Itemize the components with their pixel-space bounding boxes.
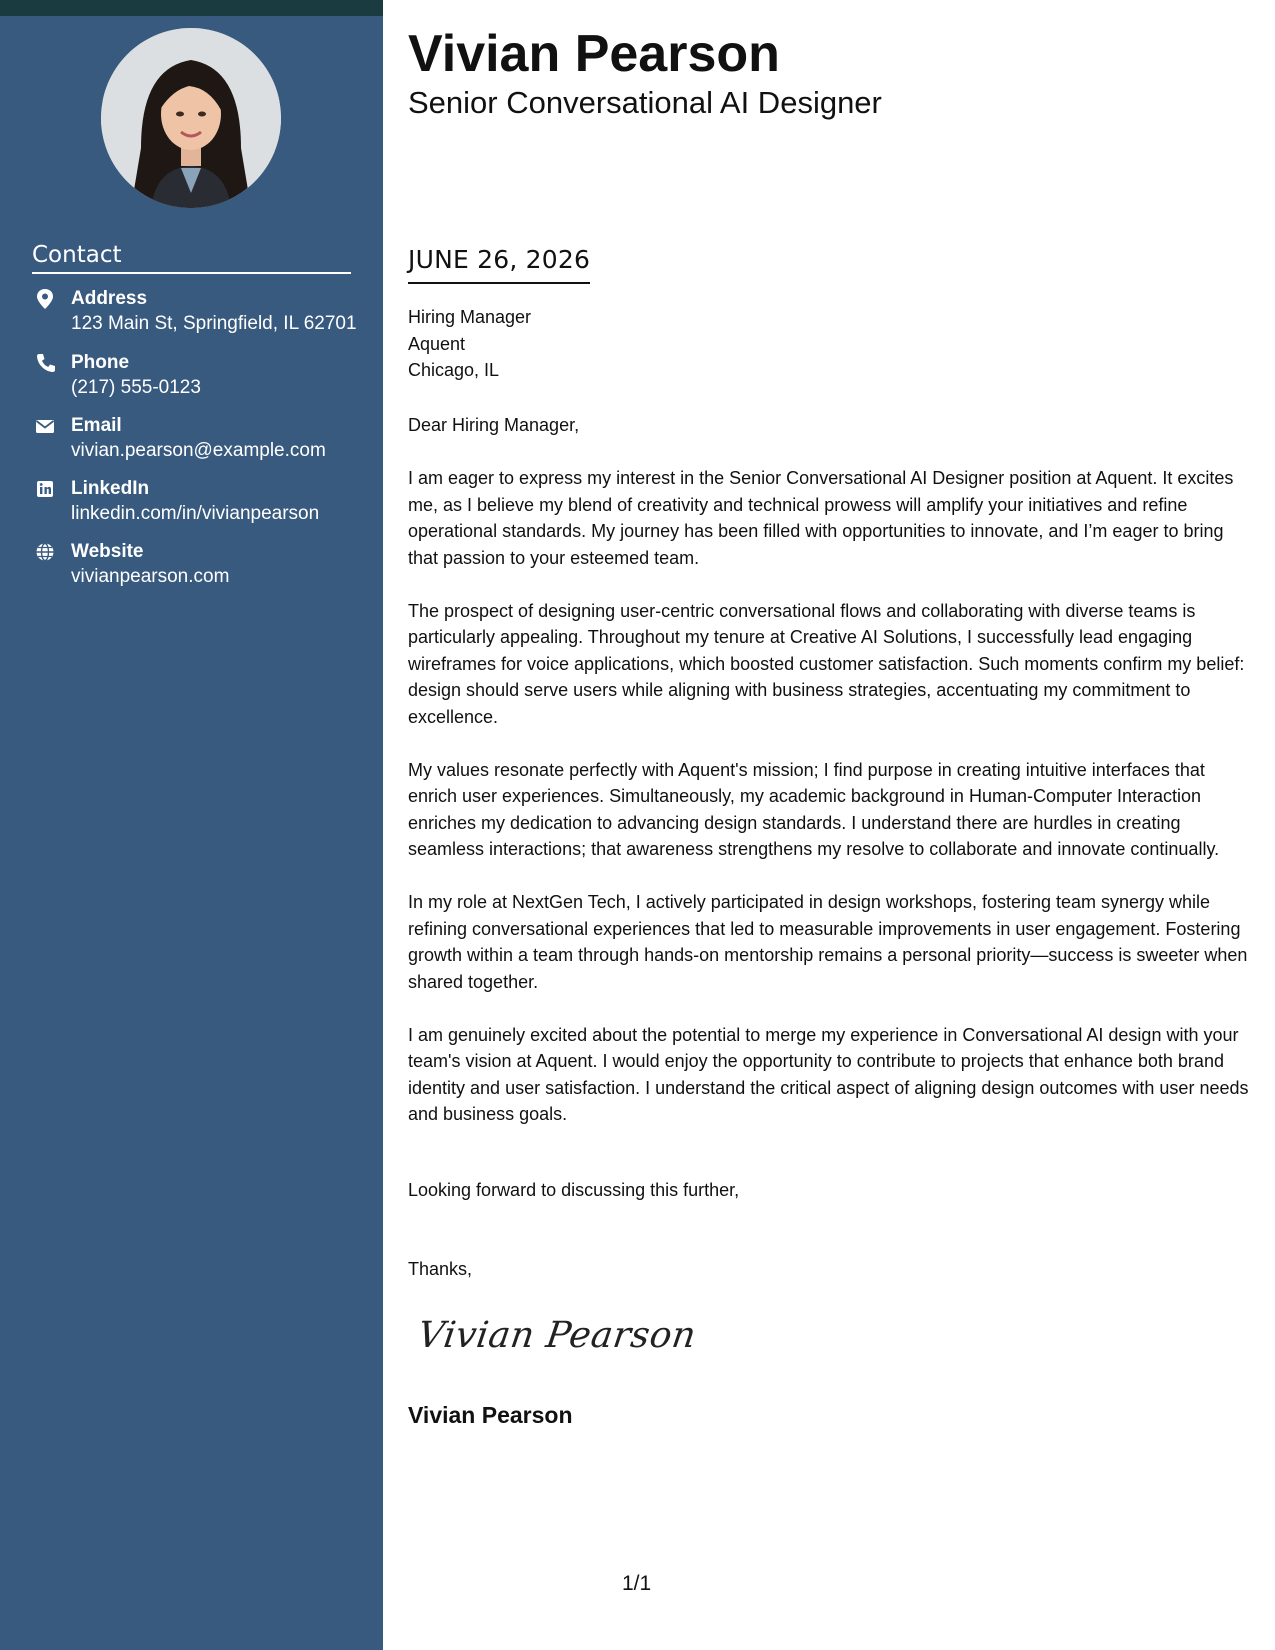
body-paragraph: The prospect of designing user-centric conversational flows and collaborating with diverse teams is particularly appealing. Throughout my tenure at Creative AI Solutions, I successfully lead engaging wireframes for voice applications, which boosted customer satisfaction. Such moments confirm my belief: design should serve users while aligning with business strategies, accentuating my commitment to excellence. — [408, 600, 1245, 727]
contact-email-value: vivian.pearson@example.com — [71, 440, 326, 461]
recipient-line: Chicago, IL — [408, 360, 500, 380]
contact-address-label: Address — [71, 288, 148, 309]
recipient-block — [408, 304, 531, 384]
phone-icon — [35, 352, 55, 374]
recipient-line: Aquent — [408, 333, 466, 354]
body-paragraph: I am eager to express my interest in the Senior Conversational AI Designer position at Aquent. It excites me, as I believe my blend of creativity and technical prowess will amplify your initiatives and refine operational standards. My journey has been filled with opportunities to innovate, and I’m eager to bring that passion to your esteemed team. — [408, 468, 1234, 568]
linkedin-icon — [35, 478, 55, 500]
globe-icon — [35, 541, 55, 563]
greeting: Dear Hiring Manager, — [408, 415, 580, 435]
body-paragraph: My values resonate perfectly with Aquent's mission; I find purpose in creating intuitive interfaces that enrich user experiences. Simultaneously, my academic background in Human-Computer Interaction enriches my dedication to advancing design standards. I understand there are hurdles in creating seamless interactions; that awareness strengthens my resolve to collaborate and innovate continually. — [408, 759, 1220, 859]
recipient-line: Hiring Manager — [408, 307, 532, 327]
sidebar-top-bar — [0, 0, 383, 16]
contact-linkedin-value[interactable]: linkedin.com/in/vivianpearson — [71, 503, 320, 524]
applicant-role: Senior Conversational AI Designer — [408, 85, 882, 120]
contact-address-value: 123 Main St, Springfield, IL 62701 — [71, 313, 357, 334]
page-number: 1/1 — [622, 1572, 652, 1595]
body-paragraph: I am genuinely excited about the potential to merge my experience in Conversational AI design with your team's vision at Aquent. I would enjoy the opportunity to contribute to projects that enhance both brand identity and user satisfaction. I understand the critical aspect of aligning design outcomes with user needs and business goals. — [408, 1024, 1249, 1124]
contact-heading: Contact — [32, 240, 351, 274]
mail-icon — [35, 415, 55, 437]
avatar — [101, 28, 281, 208]
applicant-name: Vivian Pearson — [408, 25, 780, 83]
handwritten-signature: Vivian Pearson — [415, 1315, 699, 1356]
signoff-name: Vivian Pearson — [408, 1402, 573, 1428]
body-paragraph: In my role at NextGen Tech, I actively participated in design workshops, fostering team synergy while refining conversational experiences that led to measurable improvements in user engagement. Fostering growth within a team through hands-on mentorship remains a personal priority—success is sweeter when shared together. — [408, 892, 1248, 992]
sidebar — [0, 0, 383, 1650]
letter-body — [408, 465, 1253, 1154]
contact-website-label: Website — [71, 541, 144, 562]
thanks-line: Thanks, — [408, 1259, 473, 1279]
contact-website-value[interactable]: vivianpearson.com — [71, 566, 230, 587]
contact-linkedin-label: LinkedIn — [71, 478, 150, 499]
contact-phone-label: Phone — [71, 352, 130, 373]
contact-phone-value: (217) 555-0123 — [71, 377, 201, 398]
contact-email-label: Email — [71, 415, 122, 436]
closing-line: Looking forward to discussing this further, — [408, 1180, 740, 1200]
avatar-portrait — [101, 28, 281, 208]
location-pin-icon — [35, 288, 55, 310]
letter-date: JUNE 26, 2026 — [408, 244, 590, 284]
